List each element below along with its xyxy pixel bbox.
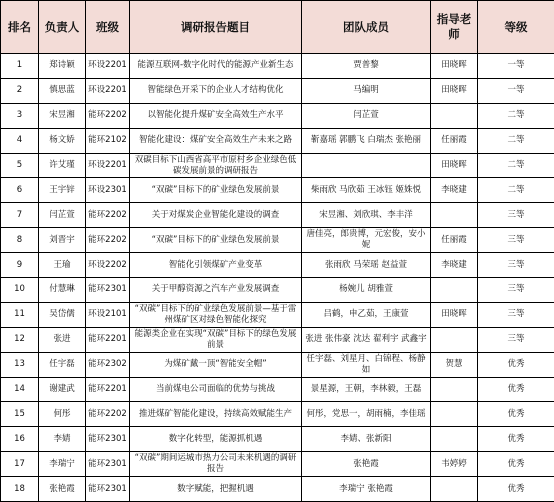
cell-leader: 李瑞宁 — [39, 452, 86, 477]
cell-leader: 宋昱湘 — [39, 103, 86, 128]
cell-leader: 吴岱儒 — [39, 302, 86, 327]
cell-teacher — [431, 278, 478, 303]
cell-teacher — [431, 103, 478, 128]
table-row — [1, 278, 554, 303]
cell-title: 智能化引领煤矿产业变革 — [130, 253, 302, 278]
cell-rank: 5 — [1, 153, 39, 178]
cell-team: 贾普黎 — [302, 54, 431, 79]
table-row — [1, 352, 554, 377]
cell-rank: 17 — [1, 452, 39, 477]
table-row — [1, 377, 554, 402]
table-row — [1, 178, 554, 203]
cell-team: 吕鹤，申乙茹，王康萱 — [302, 302, 431, 327]
cell-teacher: 李晓建 — [431, 253, 478, 278]
cell-team: 闫芷萱 — [302, 103, 431, 128]
cell-team: 马编明 — [302, 78, 431, 103]
cell-grade: 三等 — [478, 302, 554, 327]
table-row — [1, 427, 554, 452]
cell-grade: 二等 — [478, 128, 554, 153]
table-row — [1, 452, 554, 477]
cell-leader: 李婧 — [39, 427, 86, 452]
cell-grade: 三等 — [478, 203, 554, 228]
cell-class: 能环2301 — [86, 427, 130, 452]
cell-title: 推进煤矿智能化建设，持续高效赋能生产 — [130, 402, 302, 427]
cell-title: “双碳”期间运城市热力公司未来机遇的调研报告 — [130, 452, 302, 477]
cell-title: 智能化建设：煤矿安全高效生产未来之路 — [130, 128, 302, 153]
cell-class: 能环2301 — [86, 278, 130, 303]
cell-class: 环设2201 — [86, 78, 130, 103]
cell-grade: 三等 — [478, 228, 554, 253]
cell-rank: 16 — [1, 427, 39, 452]
header-class: 班级 — [86, 1, 130, 54]
cell-team: 何彤，党思一，胡雨楠，李佳瑶 — [302, 402, 431, 427]
table-row — [1, 128, 554, 153]
cell-leader: 郑诗颖 — [39, 54, 86, 79]
cell-grade: 一等 — [478, 78, 554, 103]
cell-title: 能源类企业在实现“双碳”目标下的绿色发展前景 — [130, 327, 302, 352]
cell-leader: 许艾瑾 — [39, 153, 86, 178]
cell-leader: 王瑜 — [39, 253, 86, 278]
table-row — [1, 253, 554, 278]
cell-rank: 14 — [1, 377, 39, 402]
header-leader: 负责人 — [39, 1, 86, 54]
header-teacher: 指导老师 — [431, 1, 478, 54]
cell-class: 能环2301 — [86, 452, 130, 477]
cell-leader: 张进 — [39, 327, 86, 352]
cell-team: 唐佳亮，郎贵博，元宏俊，安小妮 — [302, 228, 431, 253]
header-team: 团队成员 — [302, 1, 431, 54]
table-row — [1, 103, 554, 128]
table-row — [1, 54, 554, 79]
cell-team: 靳嘉瑶 郭鹏飞 白瑞杰 张艳丽 — [302, 128, 431, 153]
cell-class: 能环2202 — [86, 228, 130, 253]
cell-team: 李瑞宁 张艳霞 — [302, 477, 431, 502]
cell-team: 张艳霞 — [302, 452, 431, 477]
cell-rank: 12 — [1, 327, 39, 352]
table-row — [1, 78, 554, 103]
cell-title: 以智能化提升煤矿安全高效生产水平 — [130, 103, 302, 128]
cell-teacher: 贺慧 — [431, 352, 478, 377]
cell-title: 能源互联网-数字化时代的能源产业新生态 — [130, 54, 302, 79]
cell-grade: 优秀 — [478, 477, 554, 502]
cell-teacher — [431, 427, 478, 452]
cell-grade: 一等 — [478, 54, 554, 79]
cell-rank: 7 — [1, 203, 39, 228]
cell-leader: 王宇锌 — [39, 178, 86, 203]
cell-teacher — [431, 477, 478, 502]
cell-teacher: 田晓晖 — [431, 153, 478, 178]
cell-grade: 优秀 — [478, 352, 554, 377]
cell-leader: 谢建武 — [39, 377, 86, 402]
header-row — [1, 1, 554, 54]
cell-grade: 优秀 — [478, 377, 554, 402]
cell-class: 能环2301 — [86, 477, 130, 502]
header-grade: 等级 — [478, 1, 554, 54]
cell-teacher — [431, 377, 478, 402]
table-row — [1, 203, 554, 228]
cell-class: 能环2102 — [86, 128, 130, 153]
cell-rank: 2 — [1, 78, 39, 103]
cell-teacher — [431, 327, 478, 352]
cell-leader: 慎思蓝 — [39, 78, 86, 103]
header-title: 调研报告题目 — [130, 1, 302, 54]
table-row — [1, 402, 554, 427]
cell-leader: 杨文娇 — [39, 128, 86, 153]
cell-leader: 张艳霞 — [39, 477, 86, 502]
table-row — [1, 302, 554, 327]
cell-class: 环设2301 — [86, 178, 130, 203]
cell-class: 环设2202 — [86, 253, 130, 278]
cell-teacher: 田晓晖 — [431, 54, 478, 79]
cell-rank: 15 — [1, 402, 39, 427]
cell-leader: 付慧琳 — [39, 278, 86, 303]
cell-title: 智能绿色开采下的企业人才结构优化 — [130, 78, 302, 103]
cell-title: 数字赋能，把握机遇 — [130, 477, 302, 502]
cell-grade: 优秀 — [478, 402, 554, 427]
cell-grade: 二等 — [478, 178, 554, 203]
table-row — [1, 477, 554, 502]
cell-rank: 11 — [1, 302, 39, 327]
cell-team: 景星源，王朝，李林毅，王磊 — [302, 377, 431, 402]
cell-title: 当前煤电公司面临的优势与挑战 — [130, 377, 302, 402]
cell-title: 为煤矿戴一顶“智能安全帽” — [130, 352, 302, 377]
cell-rank: 10 — [1, 278, 39, 303]
cell-team: 任宇磊、刘星月、白锦程、杨静如 — [302, 352, 431, 377]
cell-teacher — [431, 203, 478, 228]
cell-leader: 任宇磊 — [39, 352, 86, 377]
cell-rank: 4 — [1, 128, 39, 153]
cell-class: 环设2101 — [86, 302, 130, 327]
cell-class: 环设2201 — [86, 54, 130, 79]
cell-teacher: 韦婷婷 — [431, 452, 478, 477]
cell-grade: 二等 — [478, 153, 554, 178]
cell-team: 杨婉儿 胡雅萱 — [302, 278, 431, 303]
header-rank: 排名 — [1, 1, 39, 54]
cell-team — [302, 153, 431, 178]
cell-grade: 二等 — [478, 103, 554, 128]
cell-class: 能环2202 — [86, 402, 130, 427]
cell-teacher: 任丽霞 — [431, 228, 478, 253]
cell-class: 能环2202 — [86, 203, 130, 228]
cell-team: 柴雨欣 马欣茹 王冰钰 姬姝悦 — [302, 178, 431, 203]
cell-class: 能环2201 — [86, 377, 130, 402]
cell-team: 张雨欣 马荣瑶 赵益萱 — [302, 253, 431, 278]
table-row — [1, 327, 554, 352]
cell-class: 能环2201 — [86, 327, 130, 352]
cell-grade: 三等 — [478, 253, 554, 278]
cell-title: 双碳目标下山西省高平市原村乡企业绿色低碳发展前景的调研报告 — [130, 153, 302, 178]
cell-leader: 刘晋宇 — [39, 228, 86, 253]
cell-rank: 8 — [1, 228, 39, 253]
cell-grade: 优秀 — [478, 427, 554, 452]
cell-rank: 18 — [1, 477, 39, 502]
cell-team: 李婧、张新阳 — [302, 427, 431, 452]
cell-title: 关于对煤炭企业智能化建设的调查 — [130, 203, 302, 228]
cell-rank: 6 — [1, 178, 39, 203]
cell-grade: 三等 — [478, 278, 554, 303]
cell-grade: 三等 — [478, 327, 554, 352]
cell-title: 数字化转型，能源抓机遇 — [130, 427, 302, 452]
cell-rank: 13 — [1, 352, 39, 377]
cell-leader: 何彤 — [39, 402, 86, 427]
cell-team: 宋昱湘、刘欣琪、李丰洋 — [302, 203, 431, 228]
cell-title: “双碳”目标下的矿业绿色发展前景—基于雷州煤矿区对绿色智能化探究 — [130, 302, 302, 327]
cell-teacher: 田晓晖 — [431, 302, 478, 327]
cell-teacher: 李晓建 — [431, 178, 478, 203]
table-row — [1, 153, 554, 178]
cell-title: “双碳”目标下的矿业绿色发展前景 — [130, 228, 302, 253]
cell-class: 环设2201 — [86, 153, 130, 178]
cell-grade: 优秀 — [478, 452, 554, 477]
cell-rank: 9 — [1, 253, 39, 278]
cell-title: “双碳”目标下的矿业绿色发展前景 — [130, 178, 302, 203]
cell-title: 关于甲醇资源之汽车产业发展调查 — [130, 278, 302, 303]
cell-leader: 闫芷萱 — [39, 203, 86, 228]
cell-class: 能环2202 — [86, 103, 130, 128]
cell-team: 张进 张伟豪 沈达 翟利宇 武鑫宇 — [302, 327, 431, 352]
cell-rank: 1 — [1, 54, 39, 79]
cell-rank: 3 — [1, 103, 39, 128]
cell-teacher: 任丽霞 — [431, 128, 478, 153]
cell-class: 能环2302 — [86, 352, 130, 377]
cell-teacher — [431, 402, 478, 427]
table-row — [1, 228, 554, 253]
cell-teacher: 田晓晖 — [431, 78, 478, 103]
